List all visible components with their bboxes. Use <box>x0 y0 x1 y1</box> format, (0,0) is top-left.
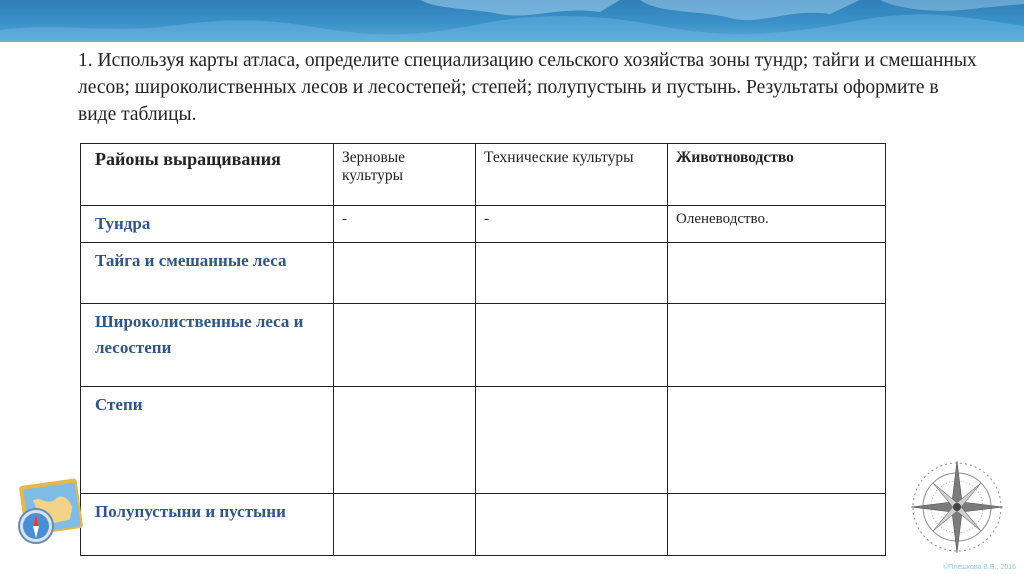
cell-livestock <box>668 494 886 556</box>
compass-rose-icon <box>905 455 1010 565</box>
cell-technical <box>476 387 668 494</box>
row-label: Тундра <box>81 206 334 243</box>
row-label: Полупустыни и пустыни <box>81 494 334 556</box>
header-grain: Зерновые культуры <box>334 144 476 206</box>
cell-technical: - <box>476 206 668 243</box>
table-row <box>81 206 886 243</box>
world-map-decoration <box>0 0 1024 42</box>
cell-technical <box>476 304 668 387</box>
cell-grain <box>334 243 476 304</box>
atlas-map-icon <box>12 476 87 556</box>
row-label: Степи <box>81 387 334 494</box>
cell-grain <box>334 387 476 494</box>
cell-technical <box>476 494 668 556</box>
header-regions: Районы выращивания <box>81 144 334 206</box>
table-header-row <box>81 144 886 206</box>
cell-livestock: Оленеводство. <box>668 206 886 243</box>
cell-livestock <box>668 243 886 304</box>
cell-grain <box>334 494 476 556</box>
table-row <box>81 243 886 304</box>
row-label: Широколиственные леса и лесостепи <box>81 304 334 387</box>
header-livestock: Животноводство <box>668 144 886 206</box>
header-technical: Технические культуры <box>476 144 668 206</box>
row-label: Тайга и смешанные леса <box>81 243 334 304</box>
task-text: 1. Используя карты атласа, определите специализацию сельского хозяйства зоны тундр; тайги и смешанных лесов; широколиственных лесов и лесостепей; степей; полупустынь и пустынь. Результаты оформите в виде таблицы. <box>78 50 977 125</box>
cell-technical <box>476 243 668 304</box>
agriculture-table <box>80 143 886 556</box>
table-row <box>81 387 886 494</box>
cell-livestock <box>668 387 886 494</box>
cell-livestock <box>668 304 886 387</box>
table-row <box>81 494 886 556</box>
cell-grain: - <box>334 206 476 243</box>
cell-grain <box>334 304 476 387</box>
header-banner <box>0 0 1024 42</box>
copyright-note: ©Плешкова В.В., 2016 <box>943 564 1016 571</box>
table-row <box>81 304 886 387</box>
